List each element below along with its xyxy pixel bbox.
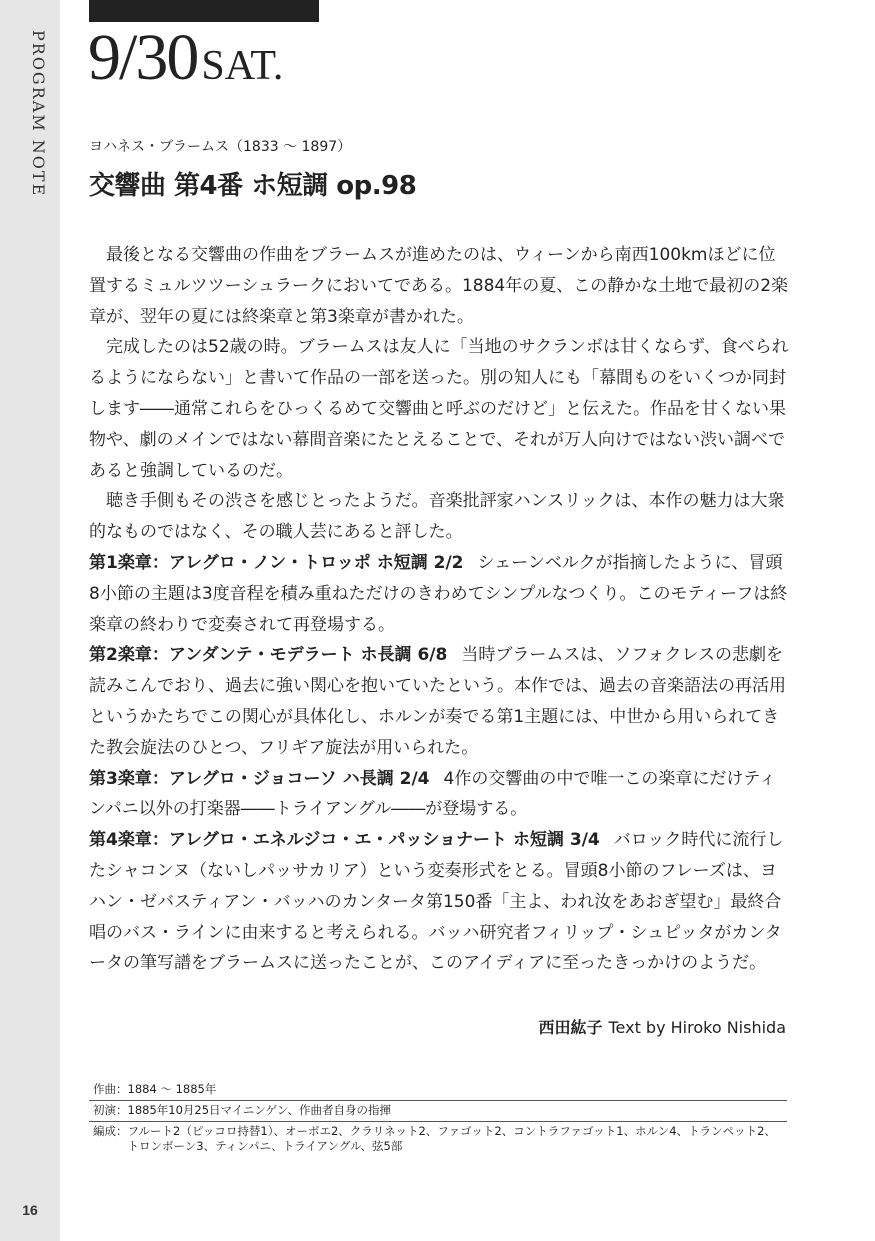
- work-title: 交響曲 第4番 ホ短調 op.98: [89, 171, 417, 201]
- movement-note: [89, 548, 789, 640]
- paragraph: 聴き手側もその渋さを感じとったようだ。音楽批評家ハンスリックは、本作の魅力は大衆的なものではなく、その職人芸にあると評した。: [89, 491, 785, 543]
- movement-note: [89, 640, 789, 763]
- section-label: PROGRAM NOTE: [29, 30, 48, 198]
- author-name-jp: 西田紘子: [538, 1018, 603, 1037]
- program-note-body: [89, 240, 789, 979]
- sidebar: [0, 0, 60, 1241]
- composition-date: 作曲：1884 ～ 1885年: [89, 1080, 787, 1101]
- premiere-info: 初演：1885年10月25日マイニンゲン、作曲者自身の指揮: [89, 1101, 787, 1122]
- movement-heading: 第2楽章：アンダンテ・モデラート ホ長調 6/8: [89, 645, 448, 666]
- instrumentation-label: 編成：: [93, 1124, 128, 1138]
- instrumentation-row: [89, 1122, 787, 1157]
- concert-date: 9/30: [88, 21, 198, 94]
- movement-text: 当時ブラームスは、ソフォクレスの悲劇を読みこんでおり、過去に強い関心を抱いていたという。本作では、過去の音楽語法の再活用というかたちでこの関心が具体化し、ホルンが奏でる第1主題には、中世から用いられてきた教会旋法のひとつ、フリギア旋法が用いられた。: [89, 645, 786, 758]
- date-heading: [88, 20, 283, 96]
- page-number: 16: [22, 1202, 38, 1218]
- author-name-en: Text by Hiroko Nishida: [608, 1018, 786, 1037]
- movement-note: [89, 825, 789, 979]
- author-credit: [538, 1015, 786, 1038]
- movement-note: [89, 764, 789, 826]
- concert-day: SAT.: [201, 43, 284, 89]
- movement-text: 4作の交響曲の中で唯一この楽章にだけティンパニ以外の打楽器――トライアングル――が登場する。: [89, 768, 776, 820]
- instrumentation-list: フルート2（ピッコロ持替1）、オーボエ2、クラリネット2、ファゴット2、コントラファゴット1、ホルン4、トランペット2、トロンボーン3、ティンパニ、トライアングル、弦5部: [127, 1124, 776, 1153]
- work-details: [89, 1080, 787, 1157]
- paragraph: 最後となる交響曲の作曲をブラームスが進めたのは、ウィーンから南西100kmほどに位置するミュルツツーシュラークにおいてである。1884年の夏、この静かな土地で最初の2楽章が、翌年の夏には終楽章と第3楽章が書かれた。: [89, 245, 789, 327]
- movement-heading: 第1楽章：アレグロ・ノン・トロッポ ホ短調 2/2: [89, 552, 464, 573]
- header-bar: [89, 0, 319, 22]
- movement-text: バロック時代に流行したシャコンヌ（ないしパッサカリア）という変奏形式をとる。冒頭8小節のフレーズは、ヨハン・ゼバスティアン・バッハのカンタータ第150番「主よ、われ汝をあおぎ望む」最終合唱のバス・ラインに由来すると考えられる。バッハ研究者フィリップ・シュピッタがカンタータの筆写譜をブラームスに送ったことが、このアイディアに至ったきっかけのようだ。: [89, 830, 784, 974]
- composer-name: ヨハネス・ブラームス（1833 ～ 1897）: [89, 139, 352, 155]
- movement-heading: 第4楽章：アレグロ・エネルジコ・エ・パッショナート ホ短調 3/4: [89, 830, 600, 851]
- paragraph: 完成したのは52歳の時。ブラームスは友人に「当地のサクランボは甘くならず、食べられるようにならない」と書いて作品の一部を送った。別の知人にも「幕間ものをいくつか同封します――通常これらをひっくるめて交響曲と呼ぶのだけど」と伝えた。作品を甘くない果物や、劇のメインではない幕間音楽にたとえることで、それが万人向けではない渋い調べであると強調しているのだ。: [89, 337, 789, 481]
- movement-heading: 第3楽章：アレグロ・ジョコーソ ハ長調 2/4: [89, 768, 430, 789]
- movement-text: シェーンベルクが指摘したように、冒頭8小節の主題は3度音程を積み重ねただけのきわめてシンプルなつくり。このモティーフは終楽章の終わりで変奏されて再登場する。: [89, 552, 788, 635]
